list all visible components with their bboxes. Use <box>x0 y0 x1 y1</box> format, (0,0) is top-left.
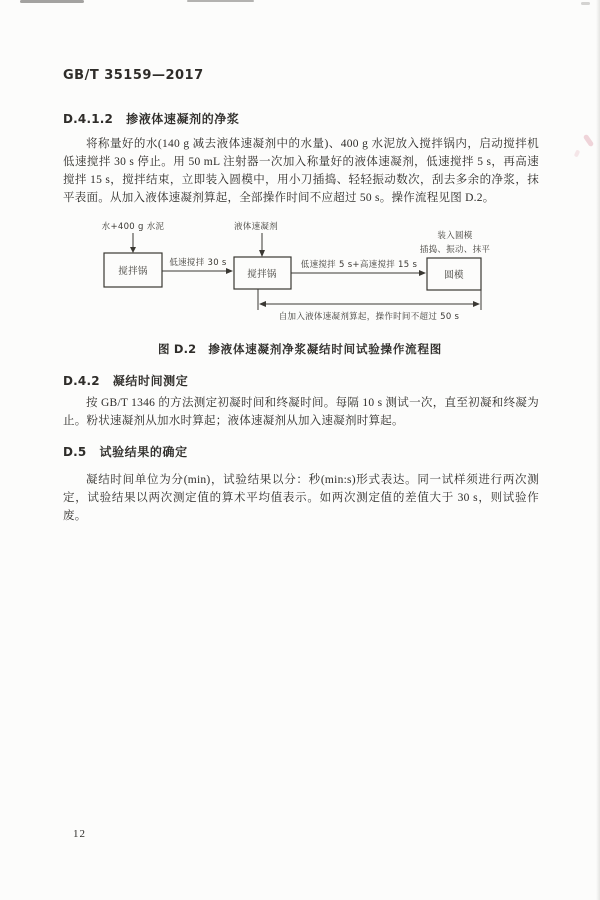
arrow-head-right <box>473 301 480 307</box>
scan-pink-mark-2 <box>574 149 581 157</box>
scan-smudge-top-left <box>20 0 84 3</box>
section-heading-d42 <box>63 372 188 389</box>
standard-number: GB/T 35159—2017 <box>63 68 204 83</box>
flowchart-input-water-cement: 水+400 g 水泥 <box>101 222 165 232</box>
section-heading-d5 <box>63 443 188 460</box>
scan-pink-mark <box>583 134 595 148</box>
flowchart-note-tamp: 插捣、振动、抹平 <box>419 245 491 255</box>
flowchart-box3-label: 圆模 <box>444 270 464 281</box>
figure-title: 掺液体速凝剂净浆凝结时间试验操作流程图 <box>208 342 443 356</box>
flowchart-input-accelerator: 液体速凝剂 <box>233 222 279 232</box>
arrow-head-right <box>419 270 426 276</box>
scan-smudge-top-mid <box>187 0 254 2</box>
page-number: 12 <box>73 828 86 840</box>
figure-caption <box>0 341 600 357</box>
paragraph-d42: 按 GB/T 1346 的方法测定初凝时间和终凝时间。每隔 10 s 测试一次，直至初凝和终凝为止。粉状速凝剂从加水时算起；液体速凝剂从加入速凝剂时算起。 <box>63 397 539 427</box>
arrow-head-down <box>130 247 136 253</box>
flowchart-box2-label: 搅拌锅 <box>247 269 277 280</box>
section-number: D.4.2 <box>63 374 100 388</box>
flowchart-box1-label: 搅拌锅 <box>118 266 148 277</box>
flowchart-arrow1-label: 低速搅拌 30 s <box>169 258 227 268</box>
section-heading-d412 <box>63 110 240 127</box>
section-number: D.5 <box>63 445 87 459</box>
arrow-head-right <box>226 268 233 274</box>
paragraph-d412: 将称量好的水(140 g 减去液体速凝剂中的水量)、400 g 水泥放入搅拌锅内，启动搅拌机低速搅拌 30 s 停止。用 50 mL 注射器一次加入称量好的液体速凝剂，低速搅拌 5 s，再高速搅拌 15 s，搅拌结束，立即装入圆模中，用小刀插捣、轻轻振动数次，刮去多余的净浆，抹平表面。从加入液体速凝剂算起，全部操作时间不应超过 50 s。操作流程见图 D.2。 <box>63 138 539 204</box>
scan-smudge-top-right <box>581 2 590 5</box>
section-title: 试验结果的确定 <box>99 445 188 459</box>
section-title: 凝结时间测定 <box>112 374 189 388</box>
arrow-head-left <box>259 301 266 307</box>
flowchart-note-fill-mold: 装入圆模 <box>437 231 473 241</box>
section-title: 掺液体速凝剂的净浆 <box>126 112 240 126</box>
figure-label: 图 D.2 <box>157 342 197 356</box>
flowchart-figure <box>70 218 540 333</box>
arrow-head-down <box>259 250 265 257</box>
flowchart-duration-note: 自加入液体速凝剂算起，操作时间不超过 50 s <box>278 312 460 322</box>
flowchart-arrow2-label: 低速搅拌 5 s+高速搅拌 15 s <box>300 260 418 270</box>
paragraph-d5: 凝结时间单位为分(min)，试验结果以分：秒(min:s)形式表达。同一试样须进行两次测定，试验结果以两次测定值的算术平均值表示。如两次测定值的差值大于 30 s，则试验作废。 <box>63 474 539 522</box>
section-number: D.4.1.2 <box>63 112 114 126</box>
